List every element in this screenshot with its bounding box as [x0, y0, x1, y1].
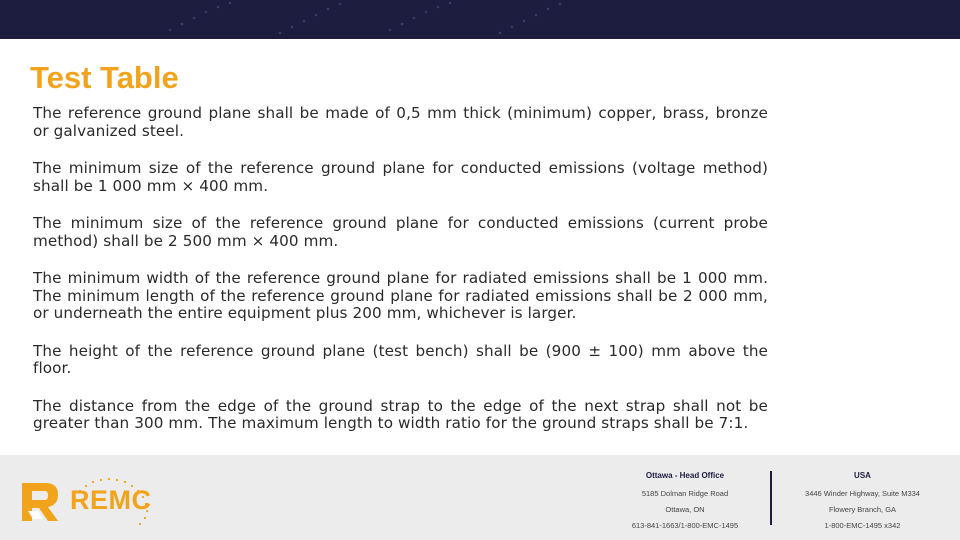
- ottawa-address-line1: 5185 Dolman Ridge Road: [641, 489, 729, 498]
- usa-office-info: [785, 471, 940, 537]
- usa-address-line1: 3446 Winder Highway, Suite M334: [805, 489, 920, 498]
- paragraph-height: The height of the reference ground plane (test bench) shall be (900 ± 100) mm above the floor.: [33, 341, 768, 377]
- ottawa-phone: 613-841-1663/1-800-EMC-1495: [631, 521, 739, 530]
- slide-title: Test Table: [30, 60, 179, 95]
- paragraph-material: The reference ground plane shall be made of 0,5 mm thick (minimum) copper, brass, bronze or galvanized steel.: [33, 104, 768, 140]
- ottawa-address-line2: Ottawa, ON: [665, 505, 705, 514]
- slide-body: [33, 105, 768, 453]
- top-banner: [0, 0, 960, 39]
- paragraph-ground-strap: The distance from the edge of the ground strap to the edge of the next strap shall not be greater than 300 mm. The maximum length to width ratio for the ground straps shall be 7:1.: [33, 396, 768, 432]
- footer: [0, 455, 960, 540]
- paragraph-conducted-voltage-size: The minimum size of the reference ground plane for conducted emissions (voltage method) shall be 1 000 mm × 400 mm.: [33, 159, 768, 195]
- usa-phone: 1-800-EMC-1495 x342: [824, 521, 901, 530]
- usa-address-line2: Flowery Branch, GA: [828, 505, 897, 514]
- ottawa-heading: Ottawa - Head Office: [645, 471, 725, 480]
- footer-divider: [770, 471, 772, 525]
- paragraph-radiated-size: The minimum width of the reference ground plane for radiated emissions shall be 1 000 mm. The minimum length of the reference ground plane for radiated emissions shall be 2 000 mm, or underneath the entire equipment plus 200 mm, whichever is larger.: [33, 269, 768, 322]
- ottawa-office-info: [610, 471, 760, 537]
- paragraph-conducted-current-size: The minimum size of the reference ground plane for conducted emissions (current probe method) shall be 2 500 mm × 400 mm.: [33, 214, 768, 250]
- usa-heading: USA: [854, 471, 871, 480]
- banner-dot-pattern: [130, 0, 650, 39]
- logo-text: REMC: [70, 485, 152, 515]
